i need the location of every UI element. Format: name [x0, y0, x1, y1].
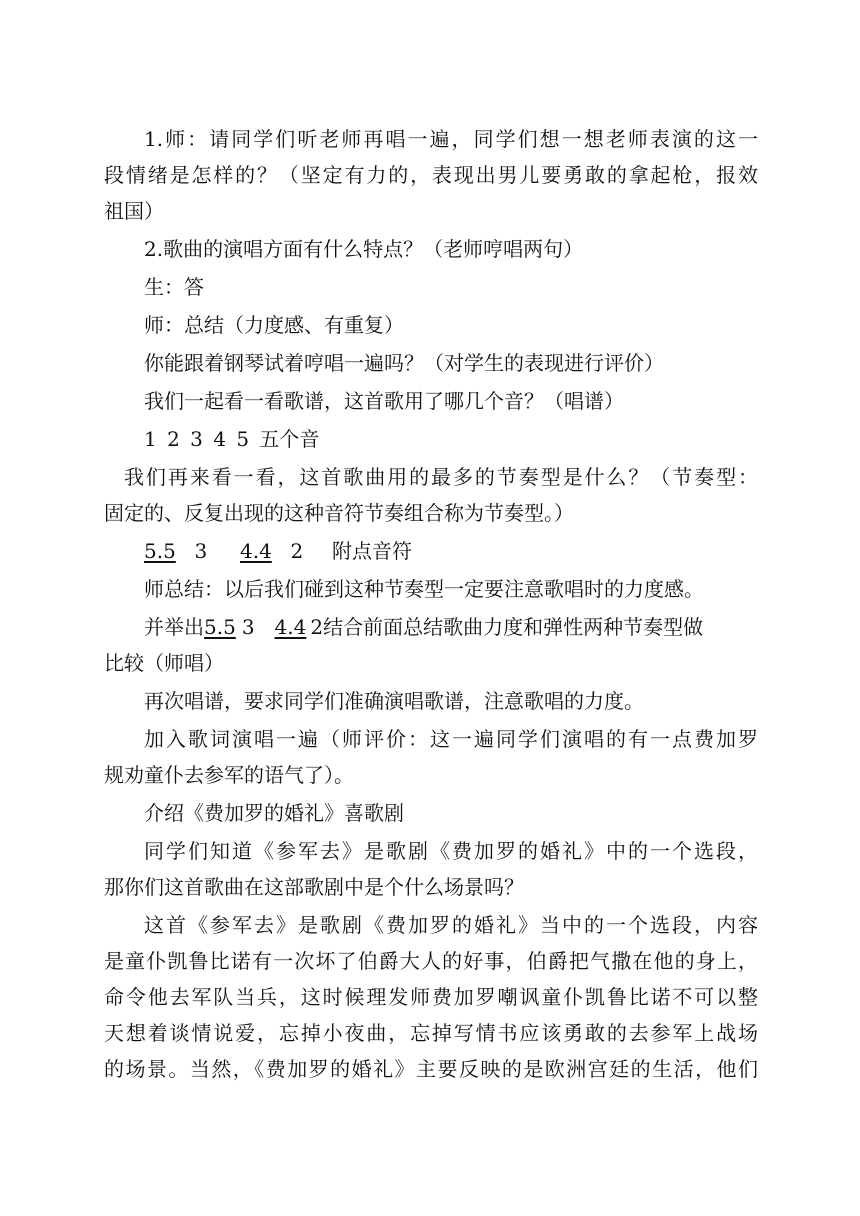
paragraph-11-line-1	[144, 614, 758, 640]
paragraph-16-line-5: 的场景。当然，《费加罗的婚礼》主要反映的是欧洲宫廷的生活，他们	[104, 1057, 758, 1081]
paragraph-14: 介绍《费加罗的婚礼》喜歌剧	[144, 801, 404, 825]
paragraph-11-rest: 2结合前面总结歌曲力度和弹性两种节奏型做	[310, 615, 704, 639]
paragraph-3: 生：答	[144, 275, 204, 299]
paragraph-15-line-2: 那你们这首歌曲在这部歌剧中是个什么场景吗？	[104, 875, 524, 899]
rhythm-note-2: 2	[290, 539, 304, 563]
rhythm-note-3: 3	[194, 539, 208, 563]
paragraph-16-line-2: 是童仆凯鲁比诺有一次坏了伯爵大人的好事，伯爵把气撒在他的身上，	[104, 949, 758, 973]
paragraph-1-line-3: 祖国）	[104, 199, 164, 223]
paragraph-10: 师总结：以后我们碰到这种节奏型一定要注意歌唱时的力度感。	[144, 577, 704, 601]
paragraph-1-line-2: 段情绪是怎样的？（坚定有力的，表现出男儿要勇敢的拿起枪，报效	[104, 163, 758, 187]
paragraph-4: 师：总结（力度感、有重复）	[144, 313, 404, 337]
rhythm-dotted-5: 5.5	[144, 539, 176, 563]
paragraph-13-line-2: 规劝童仆去参军的语气了）。	[104, 763, 354, 787]
rhythm-label: 附点音符	[331, 539, 412, 563]
paragraph-2: 2.歌曲的演唱方面有什么特点？（老师哼唱两句）	[144, 237, 584, 261]
rhythm-dotted-4-inline: 4.4	[274, 615, 307, 639]
paragraph-16-line-4: 天想着谈情说爱，忘掉小夜曲，忘掉写情书应该勇敢的去参军上战场	[104, 1021, 758, 1045]
rhythm-note-3-inline: 3	[241, 615, 255, 639]
paragraph-8-line-2: 固定的、反复出现的这种音符节奏组合称为节奏型。）	[104, 501, 574, 525]
paragraph-16-line-1: 这首《参军去》是歌剧《费加罗的婚礼》当中的一个选段，内容	[144, 913, 758, 937]
paragraph-13-line-1: 加入歌词演唱一遍（师评价：这一遍同学们演唱的有一点费加罗	[144, 727, 758, 751]
paragraph-15-line-1: 同学们知道《参军去》是歌剧《费加罗的婚礼》中的一个选段，	[144, 839, 758, 863]
rhythm-dotted-4: 4.4	[239, 539, 272, 563]
paragraph-8-line-1: 我们再来看一看，这首歌曲用的最多的节奏型是什么？（节奏型：	[124, 465, 758, 489]
paragraph-1-line-1: 1.师：请同学们听老师再唱一遍，同学们想一想老师表演的这一	[144, 127, 758, 151]
paragraph-11-prefix: 并举出	[144, 615, 204, 639]
paragraph-12: 再次唱谱，要求同学们准确演唱歌谱，注意歌唱的力度。	[144, 689, 644, 713]
paragraph-11-line-2: 比较（师唱）	[104, 651, 224, 675]
paragraph-16-line-3: 命令他去军队当兵，这时候理发师费加罗嘲讽童仆凯鲁比诺不可以整	[104, 985, 758, 1009]
rhythm-dotted-5-inline: 5.5	[204, 615, 236, 639]
rhythm-example-line	[144, 538, 412, 564]
paragraph-7: 1 2 3 4 5 五个音	[144, 427, 320, 451]
paragraph-6: 我们一起看一看歌谱，这首歌用了哪几个音？（唱谱）	[144, 389, 624, 413]
paragraph-5: 你能跟着钢琴试着哼唱一遍吗？（对学生的表现进行评价）	[144, 351, 664, 375]
